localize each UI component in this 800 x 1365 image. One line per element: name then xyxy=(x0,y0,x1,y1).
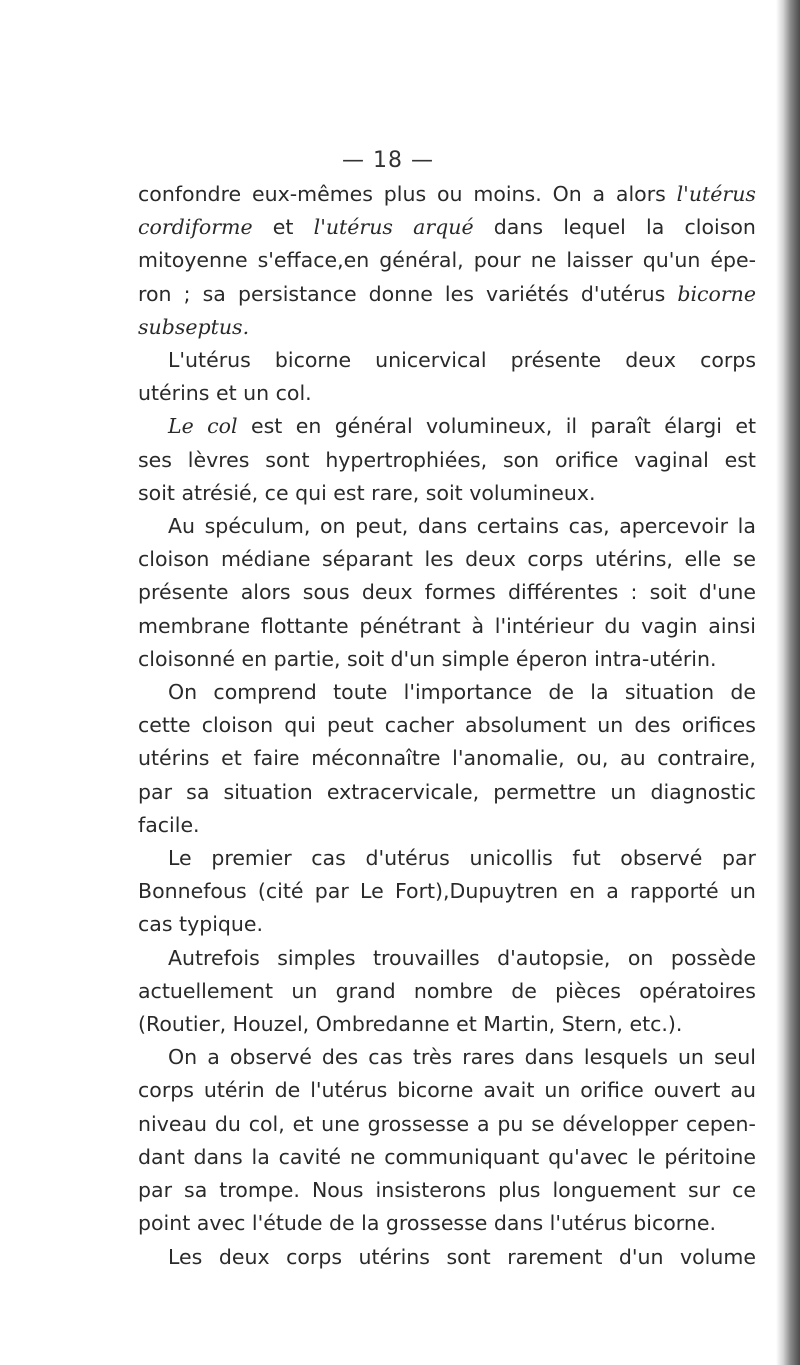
text-line: corps utérin de l'utérus bicorne avait un orifice ouvert au xyxy=(138,1078,756,1103)
text-line: Au spéculum, on peut, dans certains cas, apercevoir la xyxy=(168,514,756,539)
text-line: facile. xyxy=(138,812,200,837)
text-line: mitoyenne s'efface,en général, pour ne laisser qu'un épe- xyxy=(138,248,756,273)
text-line: par sa situation extracervicale, permettre un diagnostic xyxy=(138,779,756,804)
text-line: On comprend toute l'importance de la situation de xyxy=(168,680,756,705)
text-line: Le col est en général volumineux, il paraît élargi et xyxy=(168,414,756,439)
text-line: cas typique. xyxy=(138,912,264,937)
text-line: par sa trompe. Nous insisterons plus longuement sur ce xyxy=(138,1178,756,1203)
text-line: actuellement un grand nombre de pièces opératoires xyxy=(138,978,756,1003)
text-line: cette cloison qui peut cacher absolument un des orifices xyxy=(138,713,756,738)
text-line: confondre eux-mêmes plus ou moins. On a alors l'utérus xyxy=(138,182,756,206)
text-line: Bonnefous (cité par Le Fort),Dupuytren en a rapporté un xyxy=(138,879,756,904)
text-line: Les deux corps utérins sont rarement d'un volume xyxy=(168,1244,756,1269)
text-line: Le premier cas d'utérus unicollis fut observé par xyxy=(168,846,756,871)
text-line: présente alors sous deux formes différentes : soit d'une xyxy=(138,580,756,605)
page-number: — 18 — xyxy=(342,148,434,173)
text-line: L'utérus bicorne unicervical présente deux corps xyxy=(168,348,756,373)
text-line: utérins et un col. xyxy=(138,381,312,406)
body-text xyxy=(138,178,756,1274)
page-edge-shadow xyxy=(776,0,800,1365)
text-line: subseptus. xyxy=(138,314,250,339)
text-line: point avec l'étude de la grossesse dans l'utérus bicorne. xyxy=(138,1211,716,1236)
text-line: cordiforme et l'utérus arqué dans lequel la cloison xyxy=(138,215,756,240)
text-line: On a observé des cas très rares dans lesquels un seul xyxy=(168,1045,756,1070)
text-line: ron ; sa persistance donne les variétés d'utérus bicorne xyxy=(138,281,756,306)
text-line: membrane flottante pénétrant à l'intérieur du vagin ainsi xyxy=(138,613,756,638)
text-line: niveau du col, et une grossesse a pu se développer cepen- xyxy=(138,1111,756,1136)
text-line: soit atrésié, ce qui est rare, soit volumineux. xyxy=(138,480,596,505)
text-line: utérins et faire méconnaître l'anomalie, ou, au contraire, xyxy=(138,746,756,771)
text-line: cloisonné en partie, soit d'un simple éperon intra-utérin. xyxy=(138,646,717,671)
text-line: dant dans la cavité ne communiquant qu'avec le péritoine xyxy=(138,1144,756,1169)
text-line: cloison médiane séparant les deux corps utérins, elle se xyxy=(138,547,756,572)
text-line: ses lèvres sont hypertrophiées, son orifice vaginal est xyxy=(138,447,756,472)
text-line: Autrefois simples trouvailles d'autopsie, on possède xyxy=(168,945,756,970)
text-line: (Routier, Houzel, Ombredanne et Martin, Stern, etc.). xyxy=(138,1012,683,1037)
